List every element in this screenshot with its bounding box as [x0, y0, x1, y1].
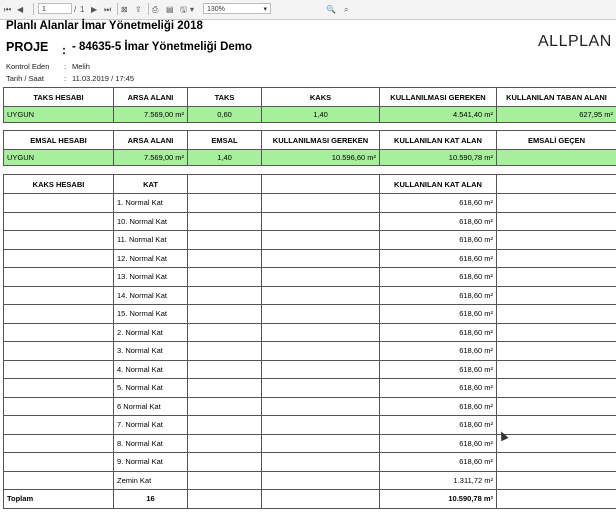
kat-name: 1. Normal Kat	[114, 194, 188, 213]
kaks-header-row	[4, 175, 616, 194]
kaks-total-row	[4, 490, 616, 509]
print-icon[interactable]: ⎙	[152, 5, 159, 14]
taks-kullanilmasi-gereken: 4.541,40 m²	[380, 107, 497, 123]
kat-name: 4. Normal Kat	[114, 360, 188, 379]
find-icon[interactable]: 🔍	[326, 5, 336, 14]
kaks-header-cell: KAKS HESABI	[4, 175, 114, 194]
total-alan: 10.590,78 m²	[380, 490, 497, 509]
kat-name: 14. Normal Kat	[114, 286, 188, 305]
kat-name: 8. Normal Kat	[114, 434, 188, 453]
taks-status: UYGUN	[4, 107, 114, 123]
emsal-table	[3, 130, 616, 166]
kaks-row	[4, 268, 616, 287]
first-page-icon[interactable]: ⏮	[4, 5, 12, 14]
emsal-header-cell: KULLANILMASI GEREKEN	[262, 131, 380, 150]
kontrol-label: Kontrol Eden	[6, 62, 50, 71]
taks-header-cell: TAKS	[188, 88, 262, 107]
emsal-gecen	[497, 150, 616, 166]
kaks-row	[4, 471, 616, 490]
kaks-header-cell	[188, 175, 262, 194]
kaks-row	[4, 360, 616, 379]
taks-header-cell: KULLANILMASI GEREKEN	[380, 88, 497, 107]
kat-alan: 618,60 m²	[380, 231, 497, 250]
kaks-header-cell	[497, 175, 616, 194]
emsal-arsa-alani: 7.569,00 m²	[114, 150, 188, 166]
emsal-header-row	[4, 131, 616, 150]
chevron-down-icon: ▾	[263, 6, 267, 13]
proje-colon: :	[62, 43, 66, 57]
kaks-row	[4, 249, 616, 268]
emsal-value: 1,40	[188, 150, 262, 166]
kat-alan: 618,60 m²	[380, 249, 497, 268]
proje-value: - 84635-5 İmar Yönetmeliği Demo	[72, 41, 253, 53]
emsal-header-cell: EMSAL HESABI	[4, 131, 114, 150]
kaks-table	[3, 174, 616, 509]
close-icon[interactable]: ⊠	[121, 5, 128, 14]
kat-name: 15. Normal Kat	[114, 305, 188, 324]
zoom-select[interactable]	[203, 3, 271, 14]
kaks-row	[4, 379, 616, 398]
kat-alan: 618,60 m²	[380, 397, 497, 416]
taks-header-cell: KAKS	[262, 88, 380, 107]
emsal-kullanilmasi-gereken: 10.596,60 m²	[262, 150, 380, 166]
kaks-row	[4, 397, 616, 416]
find-next-icon[interactable]: ⌕	[344, 5, 349, 14]
kat-alan: 618,60 m²	[380, 268, 497, 287]
zoom-value: 130%	[207, 6, 225, 13]
kaks-header-cell	[262, 175, 380, 194]
report-title: Planlı Alanlar İmar Yönetmeliği 2018	[6, 20, 203, 32]
kaks-row	[4, 416, 616, 435]
kaks-row	[4, 453, 616, 472]
kaks-row	[4, 434, 616, 453]
kaks-row	[4, 231, 616, 250]
kat-name: 5. Normal Kat	[114, 379, 188, 398]
next-page-icon[interactable]: ▶	[91, 5, 98, 14]
dropdown-chevron-icon[interactable]: ▾	[190, 5, 195, 14]
emsal-header-cell: EMSAL	[188, 131, 262, 150]
tarih-value: 11.03.2019 / 17:45	[72, 74, 134, 83]
total-label: Toplam	[4, 490, 114, 509]
taks-table	[3, 87, 616, 123]
emsal-header-cell: KULLANILAN KAT ALAN	[380, 131, 497, 150]
kontrol-value: Melih	[72, 62, 90, 71]
emsal-kullanilan-kat-alan: 10.590,78 m²	[380, 150, 497, 166]
taks-header-cell: ARSA ALANI	[114, 88, 188, 107]
page-total: 1	[80, 5, 85, 14]
taks-data-row	[4, 107, 616, 123]
taks-header-row	[4, 88, 616, 107]
kaks-row	[4, 323, 616, 342]
kat-name: 6 Normal Kat	[114, 397, 188, 416]
taks-header-cell: KULLANILAN TABAN ALANI	[497, 88, 616, 107]
kat-name: 13. Normal Kat	[114, 268, 188, 287]
taks-arsa-alani: 7.569,00 m²	[114, 107, 188, 123]
total-count: 16	[114, 490, 188, 509]
kat-name: 9. Normal Kat	[114, 453, 188, 472]
kat-name: 12. Normal Kat	[114, 249, 188, 268]
taks-kullanilan-taban-alani: 627,95 m²	[497, 107, 616, 123]
emsal-status: UYGUN	[4, 150, 114, 166]
emsal-header-cell: ARSA ALANI	[114, 131, 188, 150]
report-toolbar: ⏮ ◀ 1 / 1 ▶ ⏭ ⊠ ⇪ ⎙ ▤ 🖫 ▾ 130% ▾ 🔍 ⌕	[0, 0, 616, 20]
kat-alan: 618,60 m²	[380, 342, 497, 361]
tarih-label: Tarih / Saat	[6, 74, 44, 83]
kat-alan: 618,60 m²	[380, 194, 497, 213]
emsal-data-row	[4, 150, 616, 166]
previous-page-icon[interactable]: ◀	[17, 5, 24, 14]
kat-alan: 618,60 m²	[380, 379, 497, 398]
taks-header-cell: TAKS HESABI	[4, 88, 114, 107]
emsal-header-cell: EMSALİ GEÇEN	[497, 131, 616, 150]
kaks-value: 1,40	[262, 107, 380, 123]
page-number-input[interactable]: 1	[38, 3, 72, 14]
kat-name: 10. Normal Kat	[114, 212, 188, 231]
kat-alan: 618,60 m²	[380, 360, 497, 379]
kat-alan: 1.311,72 m²	[380, 471, 497, 490]
save-icon[interactable]: 🖫	[180, 5, 187, 14]
kaks-row	[4, 342, 616, 361]
allplan-logo: ALLPLAN	[538, 33, 612, 50]
kaks-row	[4, 305, 616, 324]
kat-alan: 618,60 m²	[380, 212, 497, 231]
taks-value: 0,60	[188, 107, 262, 123]
kat-alan: 618,60 m²	[380, 416, 497, 435]
kat-alan: 618,60 m²	[380, 434, 497, 453]
kaks-row	[4, 212, 616, 231]
kaks-header-cell: KAT	[114, 175, 188, 194]
kaks-row	[4, 286, 616, 305]
kat-alan: 618,60 m²	[380, 286, 497, 305]
page-setup-icon[interactable]: ▤	[166, 5, 174, 14]
kaks-header-cell: KULLANILAN KAT ALAN	[380, 175, 497, 194]
proje-label: PROJE	[6, 40, 49, 54]
kat-name: 7. Normal Kat	[114, 416, 188, 435]
kat-name: 2. Normal Kat	[114, 323, 188, 342]
kat-alan: 618,60 m²	[380, 305, 497, 324]
export-icon[interactable]: ⇪	[135, 5, 142, 14]
last-page-icon[interactable]: ⏭	[104, 5, 112, 14]
kaks-row	[4, 194, 616, 213]
kat-name: 3. Normal Kat	[114, 342, 188, 361]
kat-alan: 618,60 m²	[380, 323, 497, 342]
kat-name: 11. Normal Kat	[114, 231, 188, 250]
kat-alan: 618,60 m²	[380, 453, 497, 472]
kat-name: Zemin Kat	[114, 471, 188, 490]
